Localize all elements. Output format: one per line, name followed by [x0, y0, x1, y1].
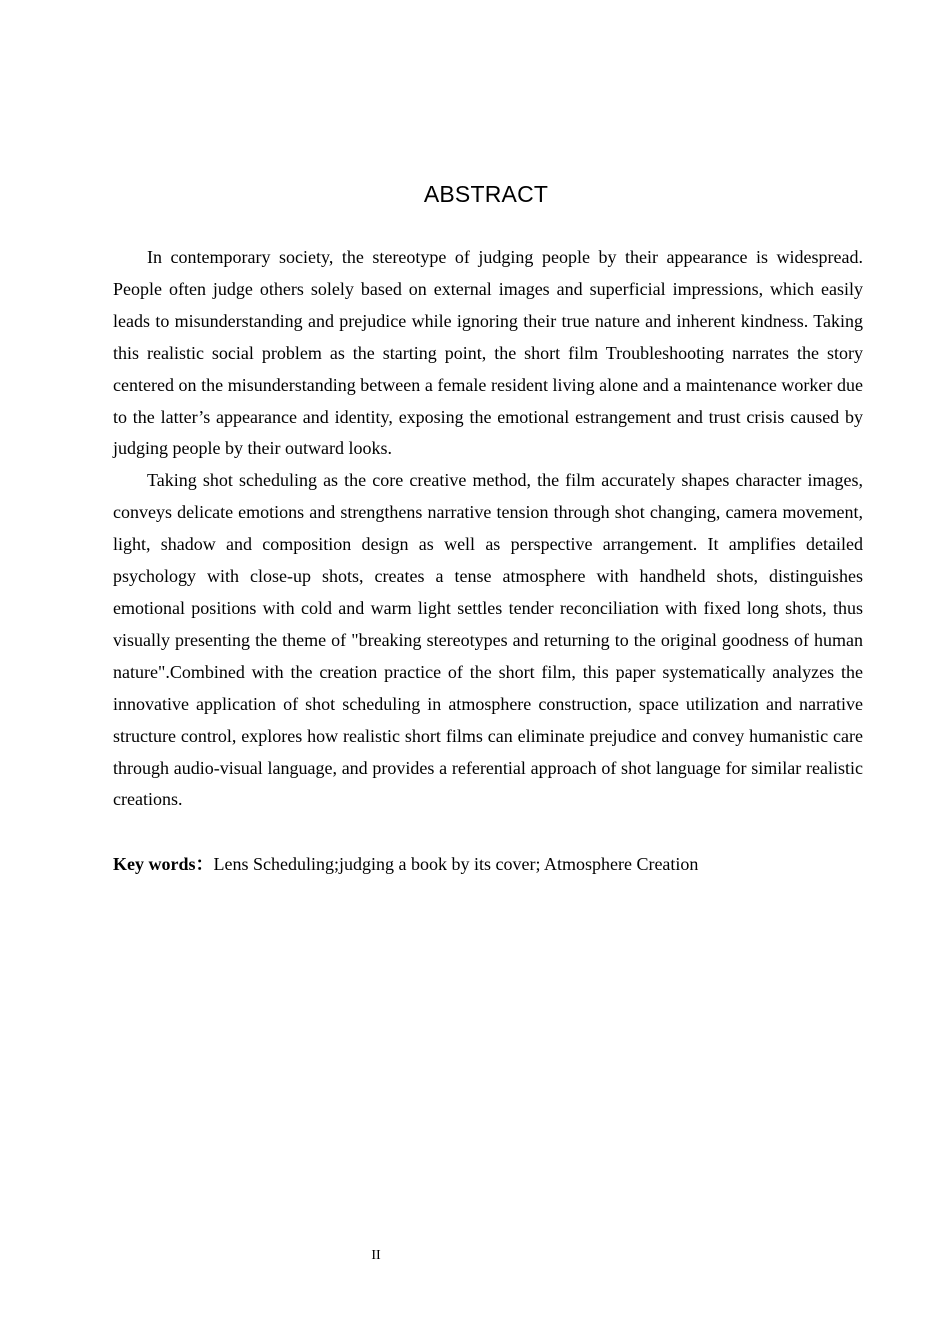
abstract-title: ABSTRACT: [423, 181, 549, 207]
abstract-body: [113, 242, 863, 816]
keywords-value: Lens Scheduling;judging a book by its cover; Atmosphere Creation: [213, 854, 699, 874]
keywords-line: [113, 849, 863, 881]
keywords-label: Key words：: [113, 854, 214, 874]
abstract-paragraph-1: In contemporary society, the stereotype of judging people by their appearance is widespread. People often judge others solely based on external images and superficial impressions, which easily leads to misunderstanding and prejudice while ignoring their true nature and inherent kindness. Taking this realistic social problem as the starting point, the short film Troubleshooting narrates the story centered on the misunderstanding between a female resident living alone and a maintenance worker due to the latter’s appearance and identity, exposing the emotional estrangement and trust crisis caused by judging people by their outward looks.: [113, 247, 863, 459]
abstract-paragraph-2: Taking shot scheduling as the core creative method, the film accurately shapes character images, conveys delicate emotions and strengthens narrative tension through shot changing, camera movement, light, shadow and composition design as well as perspective arrangement. It amplifies detailed psychology with close-up shots, creates a tense atmosphere with handheld shots, distinguishes emotional positions with cold and warm light settles tender reconciliation with fixed long shots, thus visually presenting the theme of "breaking stereotypes and returning to the original goodness of human nature".Combined with the creation practice of the short film, this paper systematically analyzes the innovative application of shot scheduling in atmosphere construction, space utilization and narrative structure control, explores how realistic short films can eliminate prejudice and convey humanistic care through audio-visual language, and provides a referential approach of shot language for similar realistic creations.: [113, 470, 863, 810]
page-number: II: [371, 1248, 381, 1263]
